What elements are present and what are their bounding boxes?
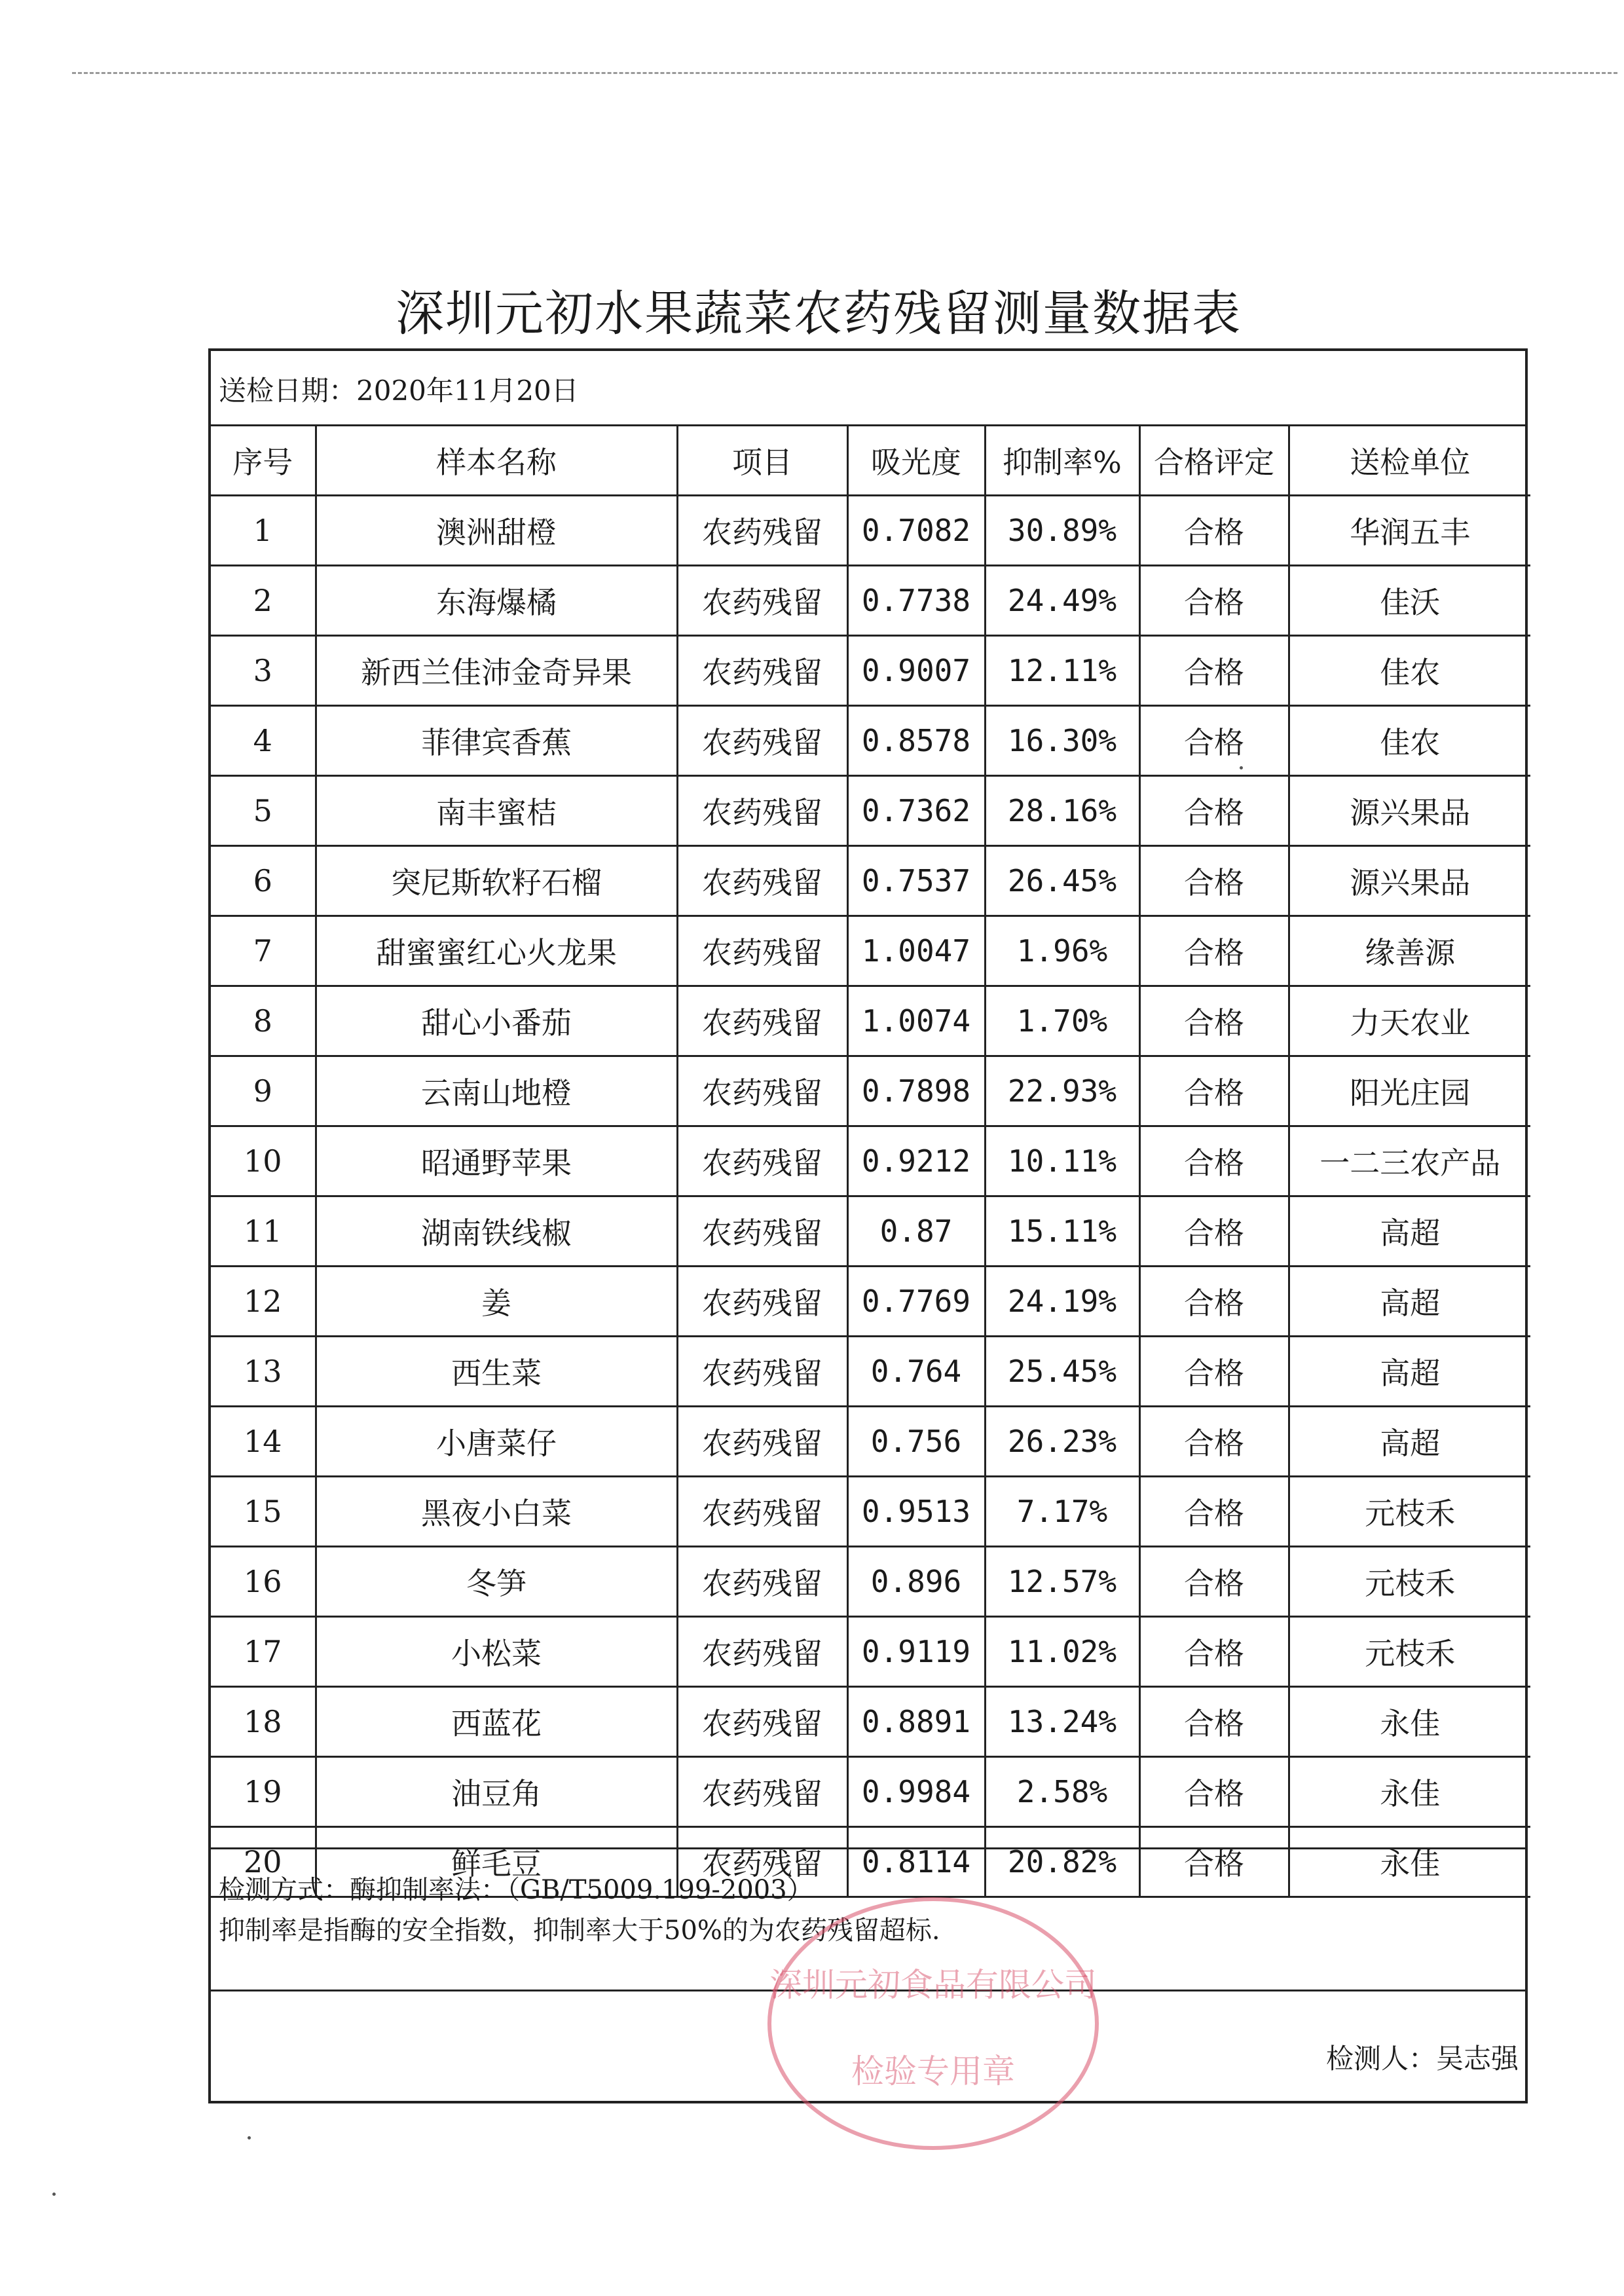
cell-no: 5	[211, 776, 316, 846]
cell-inhibition: 28.16%	[985, 776, 1139, 846]
cell-absorbance: 0.896	[847, 1547, 985, 1617]
seal-subtext: 检验专用章	[851, 2052, 1015, 2090]
cell-item: 农药残留	[677, 1196, 847, 1267]
cell-inhibition: 1.96%	[985, 916, 1139, 986]
cell-result: 合格	[1139, 1617, 1289, 1687]
cell-inhibition: 30.89%	[985, 496, 1139, 566]
cell-inhibition: 24.19%	[985, 1267, 1139, 1337]
scan-speck	[1240, 766, 1243, 769]
cell-result: 合格	[1139, 706, 1289, 776]
cell-result: 合格	[1139, 986, 1289, 1056]
cell-result: 合格	[1139, 636, 1289, 706]
table-body	[211, 496, 1530, 1897]
cell-result: 合格	[1139, 1267, 1289, 1337]
cell-inhibition: 12.11%	[985, 636, 1139, 706]
cell-inhibition: 13.24%	[985, 1687, 1139, 1757]
cell-item: 农药残留	[677, 916, 847, 986]
cell-sample-name: 西生菜	[316, 1337, 677, 1407]
seal-text: 深圳元初食品有限公司	[769, 1966, 1097, 2004]
cell-item: 农药残留	[677, 776, 847, 846]
cell-no: 17	[211, 1617, 316, 1687]
cell-inhibition: 2.58%	[985, 1757, 1139, 1827]
cell-absorbance: 0.9007	[847, 636, 985, 706]
cell-unit: 佳沃	[1289, 566, 1530, 636]
cell-unit: 源兴果品	[1289, 776, 1530, 846]
cell-result: 合格	[1139, 1757, 1289, 1827]
cell-result: 合格	[1139, 566, 1289, 636]
table-row	[211, 1126, 1530, 1196]
cell-sample-name: 西蓝花	[316, 1687, 677, 1757]
seal-ring	[769, 1899, 1097, 2148]
submission-date-row	[211, 351, 1525, 426]
cell-absorbance: 0.9984	[847, 1757, 985, 1827]
cell-absorbance: 0.7898	[847, 1056, 985, 1126]
inspector-signature: 检测人：吴志强	[1325, 2043, 1519, 2075]
cell-unit: 佳农	[1289, 706, 1530, 776]
cell-unit: 高超	[1289, 1267, 1530, 1337]
cell-sample-name: 东海爆橘	[316, 566, 677, 636]
cell-item: 农药残留	[677, 1827, 847, 1897]
cell-absorbance: 0.9513	[847, 1477, 985, 1547]
cell-absorbance: 0.7362	[847, 776, 985, 846]
cell-no: 14	[211, 1407, 316, 1477]
cell-sample-name: 油豆角	[316, 1757, 677, 1827]
cell-no: 10	[211, 1126, 316, 1196]
cell-item: 农药残留	[677, 1547, 847, 1617]
table-header-row	[211, 426, 1530, 496]
cell-unit: 华润五丰	[1289, 496, 1530, 566]
cell-inhibition: 12.57%	[985, 1547, 1139, 1617]
col-header-absorbance: 吸光度	[847, 426, 985, 496]
document-title: 深圳元初水果蔬菜农药残留测量数据表	[396, 286, 1242, 342]
cell-sample-name: 小松菜	[316, 1617, 677, 1687]
cell-inhibition: 7.17%	[985, 1477, 1139, 1547]
table-row	[211, 1547, 1530, 1617]
cell-no: 19	[211, 1757, 316, 1827]
cell-sample-name: 云南山地橙	[316, 1056, 677, 1126]
cell-result: 合格	[1139, 1196, 1289, 1267]
cell-sample-name: 姜	[316, 1267, 677, 1337]
cell-result: 合格	[1139, 1687, 1289, 1757]
cell-absorbance: 1.0047	[847, 916, 985, 986]
table-row	[211, 1337, 1530, 1407]
cell-no: 4	[211, 706, 316, 776]
cell-no: 18	[211, 1687, 316, 1757]
cell-absorbance: 0.7738	[847, 566, 985, 636]
cell-item: 农药残留	[677, 1617, 847, 1687]
cell-unit: 佳农	[1289, 636, 1530, 706]
cell-item: 农药残留	[677, 1477, 847, 1547]
cell-no: 6	[211, 846, 316, 916]
cell-absorbance: 0.756	[847, 1407, 985, 1477]
cell-result: 合格	[1139, 1407, 1289, 1477]
cell-sample-name: 小唐菜仔	[316, 1407, 677, 1477]
cell-sample-name: 甜心小番茄	[316, 986, 677, 1056]
cell-result: 合格	[1139, 776, 1289, 846]
scan-speck	[52, 2193, 56, 2196]
cell-unit: 高超	[1289, 1407, 1530, 1477]
cell-inhibition: 25.45%	[985, 1337, 1139, 1407]
cell-sample-name: 鲜毛豆	[316, 1827, 677, 1897]
cell-unit: 高超	[1289, 1337, 1530, 1407]
col-header-result: 合格评定	[1139, 426, 1289, 496]
cell-result: 合格	[1139, 1827, 1289, 1897]
cell-absorbance: 0.8114	[847, 1827, 985, 1897]
cell-item: 农药残留	[677, 1687, 847, 1757]
residue-table	[211, 426, 1530, 1898]
cell-absorbance: 0.7537	[847, 846, 985, 916]
cell-absorbance: 0.9212	[847, 1126, 985, 1196]
col-header-unit: 送检单位	[1289, 426, 1530, 496]
cell-sample-name: 新西兰佳沛金奇异果	[316, 636, 677, 706]
cell-no: 3	[211, 636, 316, 706]
cell-sample-name: 冬笋	[316, 1547, 677, 1617]
cell-sample-name: 突尼斯软籽石榴	[316, 846, 677, 916]
scan-speck	[248, 2136, 251, 2139]
cell-unit: 源兴果品	[1289, 846, 1530, 916]
cell-unit: 一二三农产品	[1289, 1126, 1530, 1196]
cell-unit: 阳光庄园	[1289, 1056, 1530, 1126]
table-row	[211, 1407, 1530, 1477]
cell-no: 7	[211, 916, 316, 986]
cell-no: 11	[211, 1196, 316, 1267]
cell-absorbance: 0.7769	[847, 1267, 985, 1337]
cell-unit: 元枝禾	[1289, 1547, 1530, 1617]
cell-no: 8	[211, 986, 316, 1056]
inspection-seal-stamp	[750, 1886, 1116, 2161]
cell-item: 农药残留	[677, 986, 847, 1056]
cell-item: 农药残留	[677, 1757, 847, 1827]
cell-no: 16	[211, 1547, 316, 1617]
cell-unit: 永佳	[1289, 1687, 1530, 1757]
cell-unit: 缘善源	[1289, 916, 1530, 986]
cell-result: 合格	[1139, 1126, 1289, 1196]
cell-item: 农药残留	[677, 566, 847, 636]
cell-no: 12	[211, 1267, 316, 1337]
cell-inhibition: 26.23%	[985, 1407, 1139, 1477]
cell-inhibition: 26.45%	[985, 846, 1139, 916]
cell-result: 合格	[1139, 1056, 1289, 1126]
cell-inhibition: 15.11%	[985, 1196, 1139, 1267]
table-row	[211, 496, 1530, 566]
table-row	[211, 1477, 1530, 1547]
cell-unit: 元枝禾	[1289, 1477, 1530, 1547]
cell-inhibition: 20.82%	[985, 1827, 1139, 1897]
cell-sample-name: 澳洲甜橙	[316, 496, 677, 566]
cell-no: 1	[211, 496, 316, 566]
cell-item: 农药残留	[677, 1056, 847, 1126]
cell-item: 农药残留	[677, 1126, 847, 1196]
page-top-rule	[72, 72, 1617, 74]
cell-no: 15	[211, 1477, 316, 1547]
cell-inhibition: 1.70%	[985, 986, 1139, 1056]
cell-unit: 元枝禾	[1289, 1617, 1530, 1687]
table-row	[211, 636, 1530, 706]
cell-inhibition: 11.02%	[985, 1617, 1139, 1687]
table-row	[211, 1757, 1530, 1827]
cell-no: 9	[211, 1056, 316, 1126]
cell-result: 合格	[1139, 1547, 1289, 1617]
cell-sample-name: 南丰蜜桔	[316, 776, 677, 846]
cell-absorbance: 0.7082	[847, 496, 985, 566]
cell-no: 20	[211, 1827, 316, 1897]
data-sheet	[208, 348, 1528, 2103]
table-row	[211, 706, 1530, 776]
cell-inhibition: 22.93%	[985, 1056, 1139, 1126]
cell-absorbance: 0.9119	[847, 1617, 985, 1687]
cell-result: 合格	[1139, 496, 1289, 566]
standard-note: 抑制率是指酶的安全指数，抑制率大于50%的为农药残留超标.	[219, 1916, 940, 1946]
cell-absorbance: 0.764	[847, 1337, 985, 1407]
cell-unit: 永佳	[1289, 1827, 1530, 1897]
cell-unit: 力天农业	[1289, 986, 1530, 1056]
cell-unit: 高超	[1289, 1196, 1530, 1267]
table-row	[211, 986, 1530, 1056]
cell-absorbance: 0.8578	[847, 706, 985, 776]
table-row	[211, 776, 1530, 846]
table-row	[211, 566, 1530, 636]
col-header-item: 项目	[677, 426, 847, 496]
col-header-no: 序号	[211, 426, 316, 496]
cell-item: 农药残留	[677, 1337, 847, 1407]
cell-result: 合格	[1139, 1337, 1289, 1407]
table-row	[211, 846, 1530, 916]
cell-inhibition: 24.49%	[985, 566, 1139, 636]
cell-sample-name: 菲律宾香蕉	[316, 706, 677, 776]
table-row	[211, 1687, 1530, 1757]
cell-unit: 永佳	[1289, 1757, 1530, 1827]
cell-absorbance: 0.87	[847, 1196, 985, 1267]
cell-item: 农药残留	[677, 496, 847, 566]
cell-absorbance: 0.8891	[847, 1687, 985, 1757]
cell-result: 合格	[1139, 916, 1289, 986]
submission-date: 送检日期：2020年11月20日	[219, 375, 579, 407]
cell-item: 农药残留	[677, 706, 847, 776]
cell-absorbance: 1.0074	[847, 986, 985, 1056]
cell-no: 13	[211, 1337, 316, 1407]
method-note: 检测方式：酶抑制率法：（GB/T5009.199-2003）	[219, 1875, 813, 1905]
table-row	[211, 916, 1530, 986]
table-row	[211, 1267, 1530, 1337]
cell-item: 农药残留	[677, 1267, 847, 1337]
cell-result: 合格	[1139, 1477, 1289, 1547]
cell-item: 农药残留	[677, 1407, 847, 1477]
cell-inhibition: 10.11%	[985, 1126, 1139, 1196]
cell-item: 农药残留	[677, 636, 847, 706]
cell-sample-name: 黑夜小白菜	[316, 1477, 677, 1547]
cell-inhibition: 16.30%	[985, 706, 1139, 776]
col-header-inhibition: 抑制率%	[985, 426, 1139, 496]
table-row	[211, 1056, 1530, 1126]
table-row	[211, 1617, 1530, 1687]
cell-sample-name: 湖南铁线椒	[316, 1196, 677, 1267]
cell-no: 2	[211, 566, 316, 636]
cell-result: 合格	[1139, 846, 1289, 916]
cell-sample-name: 昭通野苹果	[316, 1126, 677, 1196]
col-header-sample-name: 样本名称	[316, 426, 677, 496]
cell-item: 农药残留	[677, 846, 847, 916]
table-row	[211, 1196, 1530, 1267]
cell-sample-name: 甜蜜蜜红心火龙果	[316, 916, 677, 986]
